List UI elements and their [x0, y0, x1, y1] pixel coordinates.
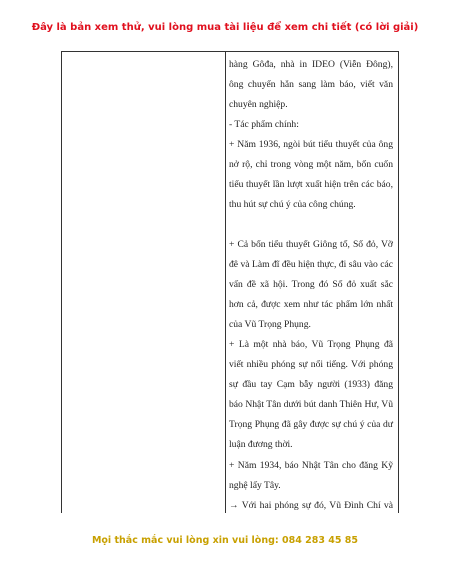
paragraph-1936-novels: + Năm 1936, ngòi bút tiểu thuyết của ông nở rộ, chỉ trong vòng một năm, bốn cuốn tiểu thuyết lần lượt xuất hiện trên các báo, thu hút sự chú ý của công chúng.: [229, 139, 393, 211]
paragraph-main-works-heading: - Tác phẩm chính:: [229, 119, 299, 130]
table-left-column: [62, 52, 226, 513]
paragraph-1934: + Năm 1934, báo Nhật Tân cho đăng Kỹ nghệ lấy Tây.: [229, 460, 393, 492]
paragraph-conclusion: → Với hai phóng sự đó, Vũ Đình Chí và: [229, 500, 393, 511]
paragraph-four-novels: + Cả bốn tiểu thuyết Giông tố, Số đỏ, Vỡ đê và Làm đĩ đều hiện thực, đi sâu vào các vấn đề xã hội. Trong đó Số đỏ xuất sắc hơn cả, được xem như tác phẩm lớn nhất của Vũ Trọng Phụng.: [229, 239, 393, 331]
paragraph-reportage: + Là một nhà báo, Vũ Trọng Phụng đã viết nhiều phóng sự nổi tiếng. Với phóng sự đầu tay Cạm bẫy người (1933) đăng báo Nhật Tân dưới bút danh Thiên Hư, Vũ Trọng Phụng đã gây được sự chú ý của dư luận đương thời.: [229, 339, 393, 451]
table-right-column: [226, 52, 398, 513]
paragraph-employment: hàng Gôđa, nhà in IDEO (Viễn Đông), ông chuyển hẳn sang làm báo, viết văn chuyên nghiệp.: [229, 59, 393, 111]
contact-banner: Mọi thắc mắc vui lòng xin vui lòng: 084 283 45 85: [91, 535, 359, 546]
preview-notice-banner: Đây là bản xem thử, vui lòng mua tài liệu để xem chi tiết (có lời giải): [31, 22, 419, 33]
content-table: [61, 51, 399, 513]
